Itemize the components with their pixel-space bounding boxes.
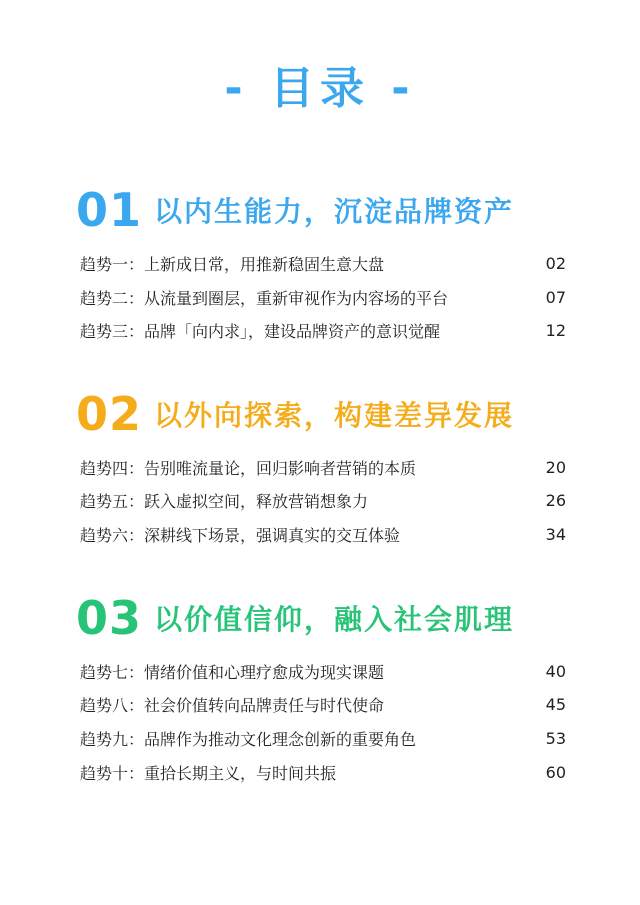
entry-text: 重拾长期主义，与时间共振 (144, 763, 337, 783)
toc-entry-6[interactable] (80, 522, 566, 546)
toc-entry-1[interactable] (80, 251, 566, 275)
entry-page-number: 45 (545, 694, 566, 714)
entry-text: 跃入虚拟空间，释放营销想象力 (144, 491, 369, 511)
entry-label: 趋势四： (80, 458, 145, 478)
entry-page-number: 07 (545, 287, 566, 307)
section-title: 以外向探索，构建差异发展 (154, 399, 515, 432)
toc-entry-4[interactable] (80, 455, 566, 479)
entry-page-number: 12 (545, 320, 566, 340)
entry-label: 趋势九： (80, 729, 145, 749)
entry-page-number: 02 (545, 253, 566, 273)
toc-entry-7[interactable] (80, 659, 566, 683)
entry-text: 情绪价值和心理疗愈成为现实课题 (144, 662, 385, 682)
entry-page-number: 53 (545, 728, 566, 748)
entry-page-number: 26 (545, 490, 566, 510)
entry-page-number: 60 (545, 762, 566, 782)
entry-text: 从流量到圈层，重新审视作为内容场的平台 (144, 288, 449, 308)
entry-page-number: 34 (545, 524, 566, 544)
toc-entry-8[interactable] (80, 692, 566, 716)
entry-label: 趋势六： (80, 525, 145, 545)
toc-entry-10[interactable] (80, 760, 566, 784)
section-title: 以价值信仰，融入社会肌理 (154, 603, 515, 636)
entry-text: 上新成日常，用推新稳固生意大盘 (144, 254, 385, 274)
entry-page-number: 20 (545, 457, 566, 477)
toc-entry-5[interactable] (80, 488, 566, 512)
entry-label: 趋势三： (80, 321, 145, 341)
toc-entry-9[interactable] (80, 726, 566, 750)
entry-text: 深耕线下场景，强调真实的交互体验 (144, 525, 401, 545)
entry-text: 告别唯流量论，回归影响者营销的本质 (144, 458, 417, 478)
entry-label: 趋势十： (80, 763, 145, 783)
entry-label: 趋势一： (80, 254, 145, 274)
section-number: 02 (76, 387, 143, 441)
section-title: 以内生能力，沉淀品牌资产 (154, 195, 515, 228)
toc-entry-2[interactable] (80, 285, 566, 309)
section-heading (76, 180, 514, 240)
page-title: - 目录 - (224, 63, 416, 114)
section-heading (76, 588, 514, 648)
entry-label: 趋势二： (80, 288, 145, 308)
entry-label: 趋势七： (80, 662, 145, 682)
entry-label: 趋势八： (80, 695, 145, 715)
section-heading (76, 384, 514, 444)
section-number: 03 (76, 591, 143, 645)
entry-text: 品牌作为推动文化理念创新的重要角色 (144, 729, 417, 749)
toc-entry-3[interactable] (80, 318, 566, 342)
entry-page-number: 40 (545, 661, 566, 681)
entry-text: 社会价值转向品牌责任与时代使命 (144, 695, 385, 715)
section-number: 01 (76, 183, 143, 237)
entry-text: 品牌「向内求」，建设品牌资产的意识觉醒 (144, 321, 441, 341)
entry-label: 趋势五： (80, 491, 145, 511)
